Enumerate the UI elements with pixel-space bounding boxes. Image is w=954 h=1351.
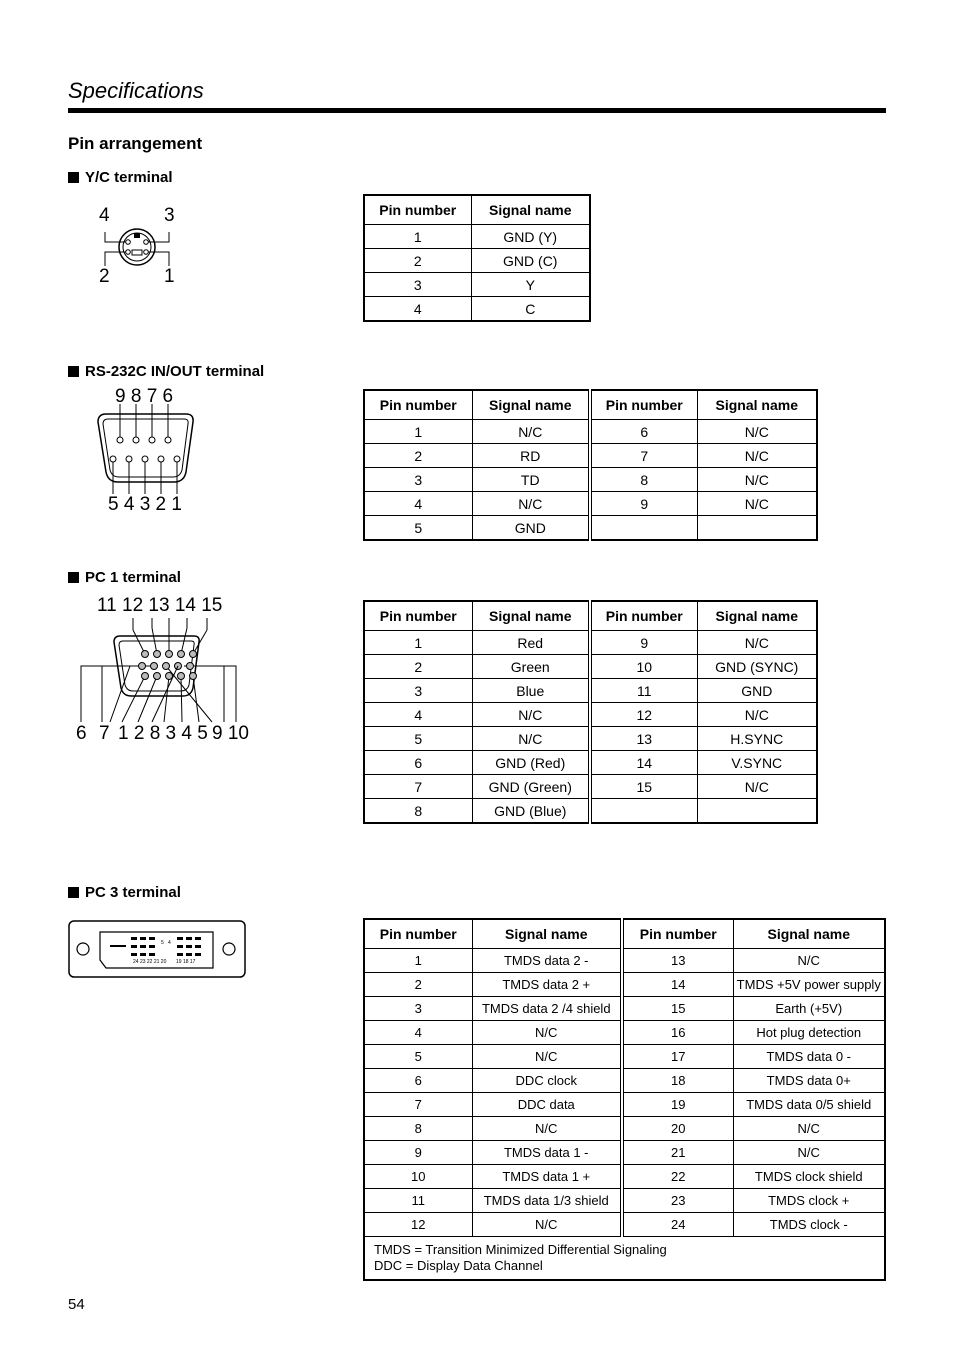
table-cell: [697, 516, 817, 541]
table-header-row: [364, 390, 817, 420]
column-header: Signal name: [472, 601, 590, 631]
table-cell: 7: [364, 1093, 472, 1117]
table-cell: 12: [590, 703, 697, 727]
pc3-pin-table: [363, 918, 886, 1281]
table-cell: 19: [622, 1093, 733, 1117]
table-cell: 1: [364, 225, 471, 249]
table-note: DDC = Display Data Channel: [374, 1258, 543, 1273]
table-cell: GND (Blue): [472, 799, 590, 824]
column-header: Signal name: [472, 919, 622, 949]
table-cell: 1: [364, 631, 472, 655]
table-cell: N/C: [472, 727, 590, 751]
table-cell: 2: [364, 444, 472, 468]
table-row: [364, 1213, 885, 1237]
table-row: [364, 444, 817, 468]
table-cell: Earth (+5V): [733, 997, 885, 1021]
table-cell: TMDS data 0+: [733, 1069, 885, 1093]
table-cell: 9: [590, 631, 697, 655]
table-cell: 1: [364, 420, 472, 444]
table-cell: N/C: [733, 1117, 885, 1141]
table-cell: Green: [472, 655, 590, 679]
table-cell: 11: [364, 1189, 472, 1213]
yc-pin-label: 3: [164, 205, 175, 226]
table-cell: TMDS data 2 +: [472, 973, 622, 997]
table-cell: N/C: [472, 1045, 622, 1069]
table-header-row: [364, 601, 817, 631]
table-row: [364, 492, 817, 516]
table-cell: N/C: [733, 1141, 885, 1165]
rs232c-terminal-title: RS-232C IN/OUT terminal: [85, 363, 265, 380]
table-cell: 6: [364, 751, 472, 775]
table-cell: 8: [364, 799, 472, 824]
table-cell: N/C: [472, 1213, 622, 1237]
bullet-square-icon: [68, 887, 79, 898]
yc-pin-label: 4: [99, 205, 110, 226]
yc-pin-label: 1: [164, 266, 175, 287]
yc-connector-icon: [100, 225, 180, 275]
table-cell: 17: [622, 1045, 733, 1069]
column-header: Pin number: [364, 919, 472, 949]
table-cell: N/C: [733, 949, 885, 973]
yc-terminal-heading: [68, 169, 173, 186]
table-row: [364, 973, 885, 997]
table-cell: N/C: [472, 703, 590, 727]
table-row: [364, 297, 590, 322]
pc1-bottom-pin-label: 7: [99, 723, 110, 744]
table-row: [364, 679, 817, 703]
table-cell: 5: [364, 727, 472, 751]
pc3-terminal-title: PC 3 terminal: [85, 884, 181, 901]
pc1-bottom-pin-label: 6: [76, 723, 87, 744]
table-cell: Blue: [472, 679, 590, 703]
table-row: [364, 273, 590, 297]
rs232c-top-pin-labels: 9 8 7 6: [115, 386, 174, 407]
table-cell: 13: [622, 949, 733, 973]
table-cell: TMDS +5V power supply: [733, 973, 885, 997]
column-header: Pin number: [622, 919, 733, 949]
table-cell: 4: [364, 297, 471, 322]
table-cell: 15: [622, 997, 733, 1021]
table-cell: 3: [364, 273, 471, 297]
table-cell: TMDS data 1 +: [472, 1165, 622, 1189]
table-cell: GND (Green): [472, 775, 590, 799]
table-cell: 6: [590, 420, 697, 444]
table-cell: 4: [364, 703, 472, 727]
table-cell: V.SYNC: [697, 751, 817, 775]
table-cell: N/C: [472, 1021, 622, 1045]
page-number: 54: [68, 1296, 85, 1313]
table-cell: Y: [471, 273, 590, 297]
table-row: [364, 1189, 885, 1213]
bullet-square-icon: [68, 572, 79, 583]
page-header-title: Specifications: [68, 78, 204, 103]
table-cell: RD: [472, 444, 590, 468]
column-header: Signal name: [472, 390, 590, 420]
table-cell: 4: [364, 492, 472, 516]
table-cell: DDC clock: [472, 1069, 622, 1093]
table-cell: 5: [364, 1045, 472, 1069]
table-row: [364, 420, 817, 444]
table-row: [364, 1117, 885, 1141]
table-row: [364, 1069, 885, 1093]
pc1-connector-icon: [76, 618, 246, 724]
table-cell: 13: [590, 727, 697, 751]
table-cell: TMDS clock +: [733, 1189, 885, 1213]
column-header: Pin number: [590, 390, 697, 420]
table-cell: 9: [590, 492, 697, 516]
table-cell: N/C: [697, 703, 817, 727]
table-cell: TMDS data 1/3 shield: [472, 1189, 622, 1213]
table-cell: TMDS clock -: [733, 1213, 885, 1237]
table-cell: N/C: [697, 492, 817, 516]
table-cell: 9: [364, 1141, 472, 1165]
table-row: [364, 249, 590, 273]
table-cell: TMDS data 2 /4 shield: [472, 997, 622, 1021]
table-cell: TMDS data 2 -: [472, 949, 622, 973]
rs232c-pin-table: [363, 389, 818, 541]
column-header: Pin number: [590, 601, 697, 631]
table-cell: TMDS data 0/5 shield: [733, 1093, 885, 1117]
table-row: [364, 997, 885, 1021]
svg-text:24 23 22 21 20: 24 23 22 21 20: [133, 959, 167, 965]
header-rule: [68, 108, 886, 113]
table-row: [364, 799, 817, 824]
table-cell: 2: [364, 973, 472, 997]
table-cell: TMDS data 1 -: [472, 1141, 622, 1165]
table-cell: 3: [364, 679, 472, 703]
table-cell: C: [471, 297, 590, 322]
table-cell: 5: [364, 516, 472, 541]
table-cell: GND (C): [471, 249, 590, 273]
table-cell: 8: [364, 1117, 472, 1141]
table-cell: [590, 799, 697, 824]
table-cell: 24: [622, 1213, 733, 1237]
table-cell: 21: [622, 1141, 733, 1165]
table-cell: 16: [622, 1021, 733, 1045]
svg-text:4: 4: [168, 940, 171, 946]
svg-text:5: 5: [161, 940, 164, 946]
yc-pin-table: [363, 194, 591, 322]
table-cell: 6: [364, 1069, 472, 1093]
table-cell: H.SYNC: [697, 727, 817, 751]
table-row: [364, 1141, 885, 1165]
rs232c-connector-icon: [94, 410, 198, 496]
table-cell: Red: [472, 631, 590, 655]
table-row: [364, 631, 817, 655]
table-row: [364, 949, 885, 973]
table-cell: 18: [622, 1069, 733, 1093]
table-cell: TD: [472, 468, 590, 492]
table-cell: 8: [590, 468, 697, 492]
pc1-terminal-heading: [68, 569, 181, 586]
table-row: [364, 655, 817, 679]
column-header: Signal name: [471, 195, 590, 225]
pc1-bottom-pin-label: 9 10: [212, 723, 249, 744]
table-cell: N/C: [697, 775, 817, 799]
table-cell: 14: [590, 751, 697, 775]
table-row: [364, 1093, 885, 1117]
table-cell: [697, 799, 817, 824]
table-row: [364, 468, 817, 492]
table-notes-row: [364, 1237, 885, 1281]
table-cell: DDC data: [472, 1093, 622, 1117]
table-cell: 23: [622, 1189, 733, 1213]
rs232c-bottom-pin-labels: 5 4 3 2 1: [108, 494, 182, 515]
table-row: [364, 1165, 885, 1189]
table-cell: 22: [622, 1165, 733, 1189]
table-header-row: [364, 195, 590, 225]
column-header: Pin number: [364, 601, 472, 631]
table-cell: TMDS data 0 -: [733, 1045, 885, 1069]
table-cell: TMDS clock shield: [733, 1165, 885, 1189]
table-cell: 3: [364, 468, 472, 492]
table-cell: N/C: [697, 420, 817, 444]
table-cell: N/C: [472, 1117, 622, 1141]
table-row: [364, 751, 817, 775]
column-header: Signal name: [697, 390, 817, 420]
table-cell: GND: [697, 679, 817, 703]
column-header: Signal name: [697, 601, 817, 631]
bullet-square-icon: [68, 366, 79, 377]
table-row: [364, 516, 817, 541]
table-row: [364, 775, 817, 799]
table-cell: N/C: [472, 420, 590, 444]
table-cell: N/C: [472, 492, 590, 516]
table-cell: 2: [364, 249, 471, 273]
table-row: [364, 727, 817, 751]
table-row: [364, 1021, 885, 1045]
table-note: TMDS = Transition Minimized Differential Signaling: [374, 1242, 667, 1257]
table-cell: N/C: [697, 468, 817, 492]
table-cell: GND: [472, 516, 590, 541]
table-row: [364, 703, 817, 727]
pc1-bottom-pin-label: 1 2 8 3 4 5: [118, 723, 208, 744]
table-cell: N/C: [697, 444, 817, 468]
section-title: Pin arrangement: [68, 134, 203, 153]
table-cell: 15: [590, 775, 697, 799]
svg-text:19 18 17: 19 18 17: [176, 959, 196, 965]
table-cell: 3: [364, 997, 472, 1021]
table-header-row: [364, 919, 885, 949]
table-cell: 12: [364, 1213, 472, 1237]
rs232c-terminal-heading: [68, 363, 264, 380]
table-cell: 14: [622, 973, 733, 997]
table-cell: GND (Y): [471, 225, 590, 249]
table-cell: N/C: [697, 631, 817, 655]
table-cell: 7: [590, 444, 697, 468]
table-cell: GND (Red): [472, 751, 590, 775]
pc1-top-pin-labels: 11 12 13 14 15: [97, 595, 223, 616]
table-cell: 7: [364, 775, 472, 799]
column-header: Pin number: [364, 195, 471, 225]
pc3-dvi-connector-icon: [68, 920, 246, 978]
table-cell: 11: [590, 679, 697, 703]
yc-terminal-title: Y/C terminal: [85, 169, 173, 186]
table-cell: Hot plug detection: [733, 1021, 885, 1045]
column-header: Pin number: [364, 390, 472, 420]
table-cell: 10: [364, 1165, 472, 1189]
table-cell: 10: [590, 655, 697, 679]
table-cell: [590, 516, 697, 541]
pc1-pin-table: [363, 600, 818, 824]
table-row: [364, 225, 590, 249]
pc3-terminal-heading: [68, 884, 181, 901]
table-row: [364, 1045, 885, 1069]
table-cell: 1: [364, 949, 472, 973]
table-cell: 4: [364, 1021, 472, 1045]
table-cell: GND (SYNC): [697, 655, 817, 679]
table-cell: 2: [364, 655, 472, 679]
yc-pin-label: 2: [99, 266, 110, 287]
column-header: Signal name: [733, 919, 885, 949]
bullet-square-icon: [68, 172, 79, 183]
pc1-terminal-title: PC 1 terminal: [85, 569, 181, 586]
table-cell: 20: [622, 1117, 733, 1141]
table-notes: [364, 1237, 885, 1281]
